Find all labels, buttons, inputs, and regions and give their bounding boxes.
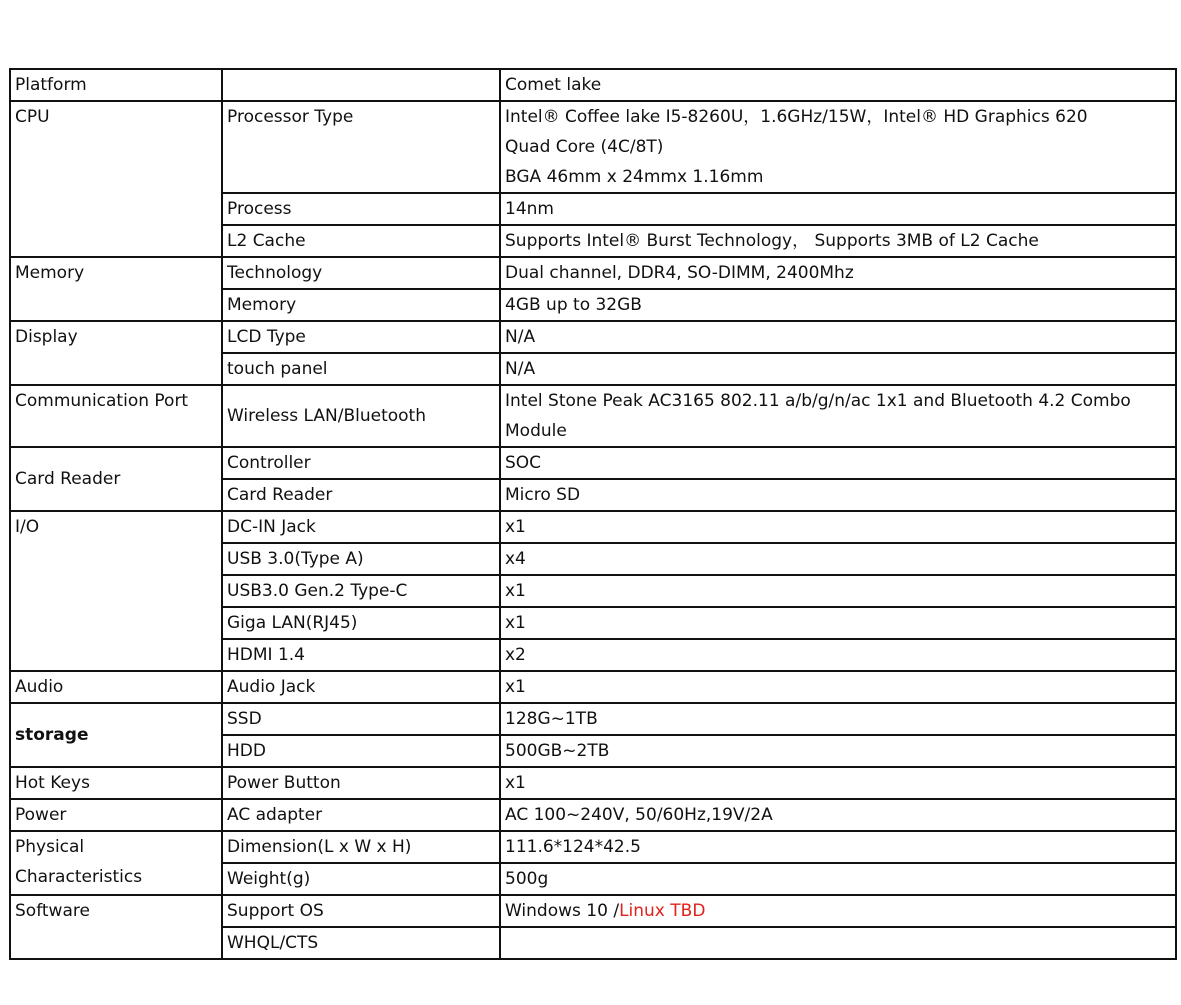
- spec-value: 500g: [500, 863, 1176, 895]
- spec-value: x1: [500, 671, 1176, 703]
- category-storage: storage: [10, 703, 222, 767]
- spec-value: [500, 101, 1176, 193]
- category-platform: Platform: [10, 69, 222, 101]
- table-row: [10, 799, 1176, 831]
- spec-label: HDD: [222, 735, 500, 767]
- category-memory: Memory: [10, 257, 222, 321]
- table-row: [10, 447, 1176, 479]
- table-row: [10, 703, 1176, 735]
- spec-label: Weight(g): [222, 863, 500, 895]
- table-row: [10, 321, 1176, 353]
- category-display: Display: [10, 321, 222, 385]
- spec-label: Dimension(L x W x H): [222, 831, 500, 863]
- spec-value: x1: [500, 767, 1176, 799]
- spec-value: x1: [500, 575, 1176, 607]
- table-row: [10, 385, 1176, 447]
- spec-label: HDMI 1.4: [222, 639, 500, 671]
- spec-label: Card Reader: [222, 479, 500, 511]
- empty-cell: [222, 69, 500, 101]
- category-communication: Communication Port: [10, 385, 222, 447]
- spec-value: x1: [500, 511, 1176, 543]
- spec-value: Micro SD: [500, 479, 1176, 511]
- spec-label: SSD: [222, 703, 500, 735]
- category-audio: Audio: [10, 671, 222, 703]
- spec-value-line: Intel Stone Peak AC3165 802.11 a/b/g/n/ac 1x1 and Bluetooth 4.2 Combo: [505, 391, 1131, 411]
- spec-label: AC adapter: [222, 799, 500, 831]
- table-row: [10, 69, 1176, 101]
- category-io: I/O: [10, 511, 222, 671]
- spec-value: x1: [500, 607, 1176, 639]
- spec-label: USB 3.0(Type A): [222, 543, 500, 575]
- spec-value: x4: [500, 543, 1176, 575]
- spec-label: Processor Type: [222, 101, 500, 193]
- spec-label: Memory: [222, 289, 500, 321]
- spec-value-line: BGA 46mm x 24mmx 1.16mm: [505, 167, 764, 187]
- spec-label: WHQL/CTS: [222, 927, 500, 959]
- spec-value: 14nm: [500, 193, 1176, 225]
- table-row: [10, 895, 1176, 927]
- spec-value: [500, 927, 1176, 959]
- spec-label: Power Button: [222, 767, 500, 799]
- spec-label: Giga LAN(RJ45): [222, 607, 500, 639]
- spec-label: touch panel: [222, 353, 500, 385]
- category-card-reader: Card Reader: [10, 447, 222, 511]
- spec-label: LCD Type: [222, 321, 500, 353]
- spec-value: 128G~1TB: [500, 703, 1176, 735]
- spec-label: Technology: [222, 257, 500, 289]
- spec-value: Supports Intel® Burst Technology， Supports 3MB of L2 Cache: [500, 225, 1176, 257]
- spec-value: Dual channel, DDR4, SO-DIMM, 2400Mhz: [500, 257, 1176, 289]
- spec-value: 500GB~2TB: [500, 735, 1176, 767]
- category-software: Software: [10, 895, 222, 959]
- spec-value-line: Intel® Coffee lake I5-8260U，1.6GHz/15W，Intel® HD Graphics 620: [505, 107, 1088, 127]
- spec-label: Wireless LAN/Bluetooth: [222, 385, 500, 447]
- category-power: Power: [10, 799, 222, 831]
- spec-value-line: Module: [505, 421, 567, 441]
- spec-value: [500, 895, 1176, 927]
- spec-label: L2 Cache: [222, 225, 500, 257]
- category-hot-keys: Hot Keys: [10, 767, 222, 799]
- spec-value: 4GB up to 32GB: [500, 289, 1176, 321]
- spec-value: x2: [500, 639, 1176, 671]
- spec-value-line: Quad Core (4C/8T): [505, 137, 664, 157]
- spec-value: Comet lake: [500, 69, 1176, 101]
- table-row: [10, 101, 1176, 193]
- category-cpu: CPU: [10, 101, 222, 257]
- os-value: Windows 10 /: [505, 901, 620, 921]
- spec-label: Audio Jack: [222, 671, 500, 703]
- spec-label: Controller: [222, 447, 500, 479]
- table-row: [10, 831, 1176, 863]
- spec-label: USB3.0 Gen.2 Type-C: [222, 575, 500, 607]
- os-value-tbd: Linux TBD: [619, 901, 706, 921]
- table-row: [10, 767, 1176, 799]
- category-physical: [10, 831, 222, 895]
- spec-value: [500, 385, 1176, 447]
- table-row: [10, 671, 1176, 703]
- category-line: Characteristics: [15, 867, 143, 887]
- spec-label: DC-IN Jack: [222, 511, 500, 543]
- spec-value: SOC: [500, 447, 1176, 479]
- table-row: [10, 257, 1176, 289]
- table-row: [10, 511, 1176, 543]
- spec-value: AC 100~240V, 50/60Hz,19V/2A: [500, 799, 1176, 831]
- spec-value: N/A: [500, 353, 1176, 385]
- category-line: Physical: [15, 837, 85, 857]
- spec-table: [9, 68, 1177, 960]
- spec-value: N/A: [500, 321, 1176, 353]
- spec-label: Process: [222, 193, 500, 225]
- spec-label: Support OS: [222, 895, 500, 927]
- spec-value: 111.6*124*42.5: [500, 831, 1176, 863]
